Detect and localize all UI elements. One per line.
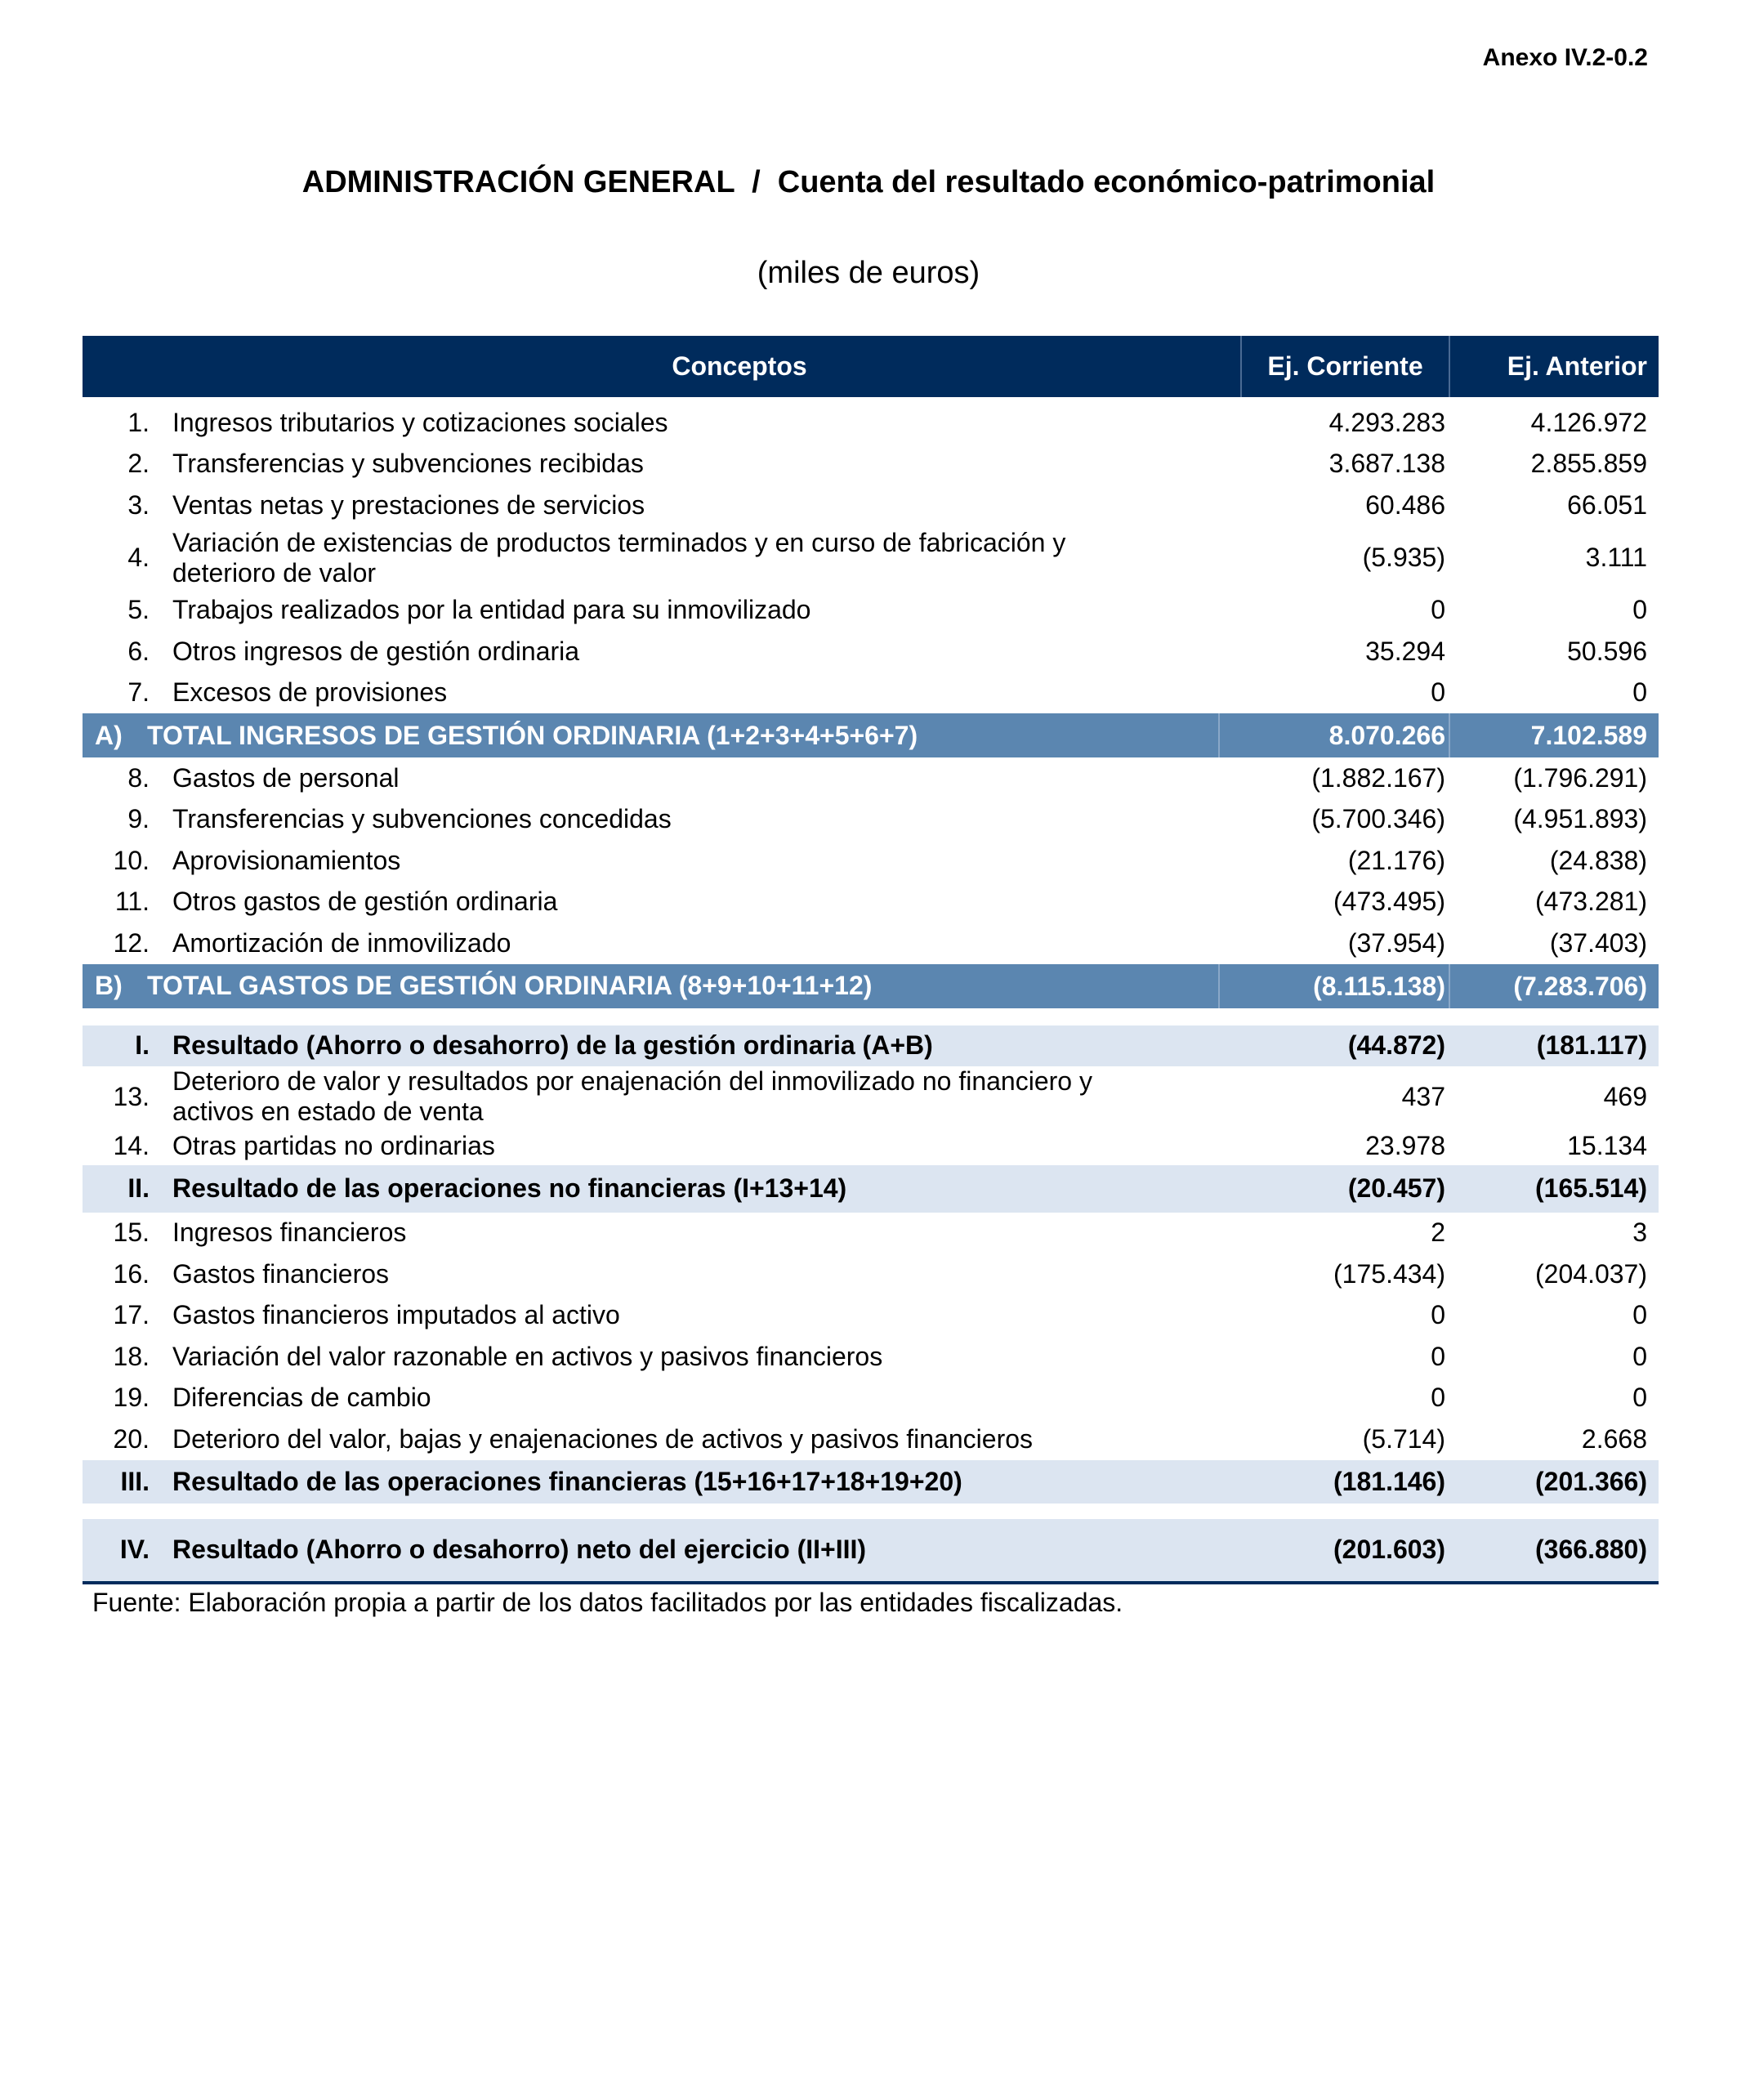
row-previous: 3 bbox=[1632, 1218, 1647, 1248]
row-number: 1. bbox=[127, 407, 150, 437]
row-current: (181.146) bbox=[1333, 1466, 1445, 1496]
row-current: (201.603) bbox=[1333, 1535, 1445, 1564]
row-current: 0 bbox=[1431, 1383, 1445, 1413]
spacer bbox=[83, 1504, 1659, 1519]
total-previous: 7.102.589 bbox=[1449, 713, 1659, 757]
row-concept: Resultado de las operaciones no financieras (I+13+14) bbox=[172, 1173, 847, 1203]
total-letter: A) bbox=[95, 720, 123, 750]
total-row-expenses bbox=[83, 964, 1659, 1008]
row-number: 20. bbox=[113, 1423, 150, 1454]
row-number: 18. bbox=[113, 1341, 150, 1371]
row-number: 8. bbox=[127, 762, 150, 793]
total-current: (8.115.138) bbox=[1218, 964, 1449, 1008]
row-concept: Gastos financieros bbox=[172, 1258, 390, 1289]
spacer bbox=[83, 1008, 1659, 1025]
row-number: III. bbox=[120, 1466, 150, 1496]
page-subtitle: (miles de euros) bbox=[757, 256, 980, 290]
row-previous: 3.111 bbox=[1585, 543, 1647, 572]
table-row bbox=[83, 1213, 1659, 1254]
row-current: 23.978 bbox=[1365, 1131, 1445, 1160]
row-concept: Diferencias de cambio bbox=[172, 1383, 431, 1413]
total-current: 8.070.266 bbox=[1218, 713, 1449, 757]
row-concept: Otras partidas no ordinarias bbox=[172, 1131, 495, 1160]
row-current: 60.486 bbox=[1365, 489, 1445, 520]
row-current: 0 bbox=[1431, 677, 1445, 708]
row-number: 9. bbox=[127, 804, 150, 834]
table-row bbox=[83, 882, 1659, 923]
final-result-row bbox=[83, 1519, 1659, 1584]
row-number: II. bbox=[127, 1173, 150, 1203]
table-row bbox=[83, 1128, 1659, 1165]
row-previous: 0 bbox=[1632, 677, 1647, 708]
table-row bbox=[83, 485, 1659, 526]
row-concept-line: deterioro de valor bbox=[172, 557, 377, 588]
row-current: (473.495) bbox=[1333, 887, 1445, 917]
row-number: 19. bbox=[113, 1383, 150, 1413]
row-current: 3.687.138 bbox=[1328, 449, 1445, 479]
row-number: 16. bbox=[113, 1258, 150, 1289]
row-previous: (181.117) bbox=[1536, 1030, 1647, 1060]
row-current: 4.293.283 bbox=[1328, 407, 1445, 437]
row-current: 437 bbox=[1401, 1081, 1445, 1111]
row-number: 3. bbox=[127, 489, 150, 520]
row-number: 17. bbox=[113, 1300, 150, 1330]
table-row bbox=[83, 1066, 1659, 1128]
total-row-income bbox=[83, 713, 1659, 757]
row-current: (37.954) bbox=[1347, 927, 1445, 958]
row-number: 15. bbox=[113, 1218, 150, 1248]
row-concept-line: Deterioro de valor y resultados por enajenación del inmovilizado no financiero y bbox=[172, 1066, 1092, 1096]
header-previous: Ej. Anterior bbox=[1449, 336, 1659, 397]
row-number: 14. bbox=[113, 1131, 150, 1160]
row-concept: Variación del valor razonable en activos y pasivos financieros bbox=[172, 1341, 883, 1371]
row-number: 6. bbox=[127, 636, 150, 666]
row-previous: (366.880) bbox=[1535, 1535, 1647, 1564]
row-number: 10. bbox=[113, 845, 150, 875]
row-previous: 0 bbox=[1632, 1300, 1647, 1330]
row-current: 0 bbox=[1431, 1341, 1445, 1371]
table-row bbox=[83, 799, 1659, 841]
row-concept bbox=[150, 528, 1218, 588]
row-current: 2 bbox=[1431, 1218, 1445, 1248]
row-previous: 66.051 bbox=[1567, 489, 1647, 520]
table-row bbox=[83, 1253, 1659, 1295]
row-concept: Otros ingresos de gestión ordinaria bbox=[172, 636, 580, 666]
row-concept: Aprovisionamientos bbox=[172, 845, 401, 875]
table-row bbox=[83, 1419, 1659, 1460]
table-row bbox=[83, 923, 1659, 964]
result-row bbox=[83, 1460, 1659, 1504]
row-previous: (165.514) bbox=[1535, 1173, 1647, 1203]
page-title: ADMINISTRACIÓN GENERAL / Cuenta del resultado económico-patrimonial bbox=[301, 165, 1436, 199]
row-concept-line: Variación de existencias de productos terminados y en curso de fabricación y bbox=[172, 527, 1066, 557]
row-previous: 4.126.972 bbox=[1530, 407, 1647, 437]
table-row bbox=[83, 1295, 1659, 1337]
row-concept: Gastos financieros imputados al activo bbox=[172, 1300, 620, 1330]
row-concept: Ventas netas y prestaciones de servicios bbox=[172, 489, 645, 520]
row-number: 7. bbox=[127, 677, 150, 708]
row-current: (20.457) bbox=[1347, 1173, 1445, 1203]
row-previous: 15.134 bbox=[1567, 1131, 1647, 1160]
row-current: (5.935) bbox=[1362, 543, 1445, 572]
row-previous: (37.403) bbox=[1549, 927, 1647, 958]
row-concept-line: activos en estado de venta bbox=[172, 1097, 484, 1126]
row-current: 0 bbox=[1431, 1300, 1445, 1330]
total-label bbox=[83, 720, 1218, 752]
row-concept: Transferencias y subvenciones concedidas bbox=[172, 804, 672, 834]
table-row bbox=[83, 444, 1659, 485]
total-label bbox=[83, 970, 1218, 1002]
row-number: 2. bbox=[127, 449, 150, 479]
row-previous: 0 bbox=[1632, 1383, 1647, 1413]
row-previous: (473.281) bbox=[1535, 887, 1647, 917]
row-concept: Excesos de provisiones bbox=[172, 677, 448, 708]
total-previous: (7.283.706) bbox=[1449, 964, 1659, 1008]
source-note: Fuente: Elaboración propia a partir de los datos facilitados por las entidades fiscalizadas. bbox=[92, 1587, 1123, 1617]
row-previous: (201.366) bbox=[1535, 1466, 1647, 1496]
row-concept: Ingresos financieros bbox=[172, 1218, 407, 1248]
row-concept: Resultado (Ahorro o desahorro) neto del ejercicio (II+III) bbox=[172, 1535, 867, 1564]
row-previous: 0 bbox=[1632, 595, 1647, 625]
result-row bbox=[83, 1165, 1659, 1213]
row-number: 4. bbox=[127, 543, 150, 572]
row-previous: 469 bbox=[1603, 1081, 1647, 1111]
header-current: Ej. Corriente bbox=[1240, 336, 1449, 397]
table-row bbox=[83, 631, 1659, 672]
row-concept: Deterioro del valor, bajas y enajenaciones de activos y pasivos financieros bbox=[172, 1423, 1034, 1454]
row-concept: Amortización de inmovilizado bbox=[172, 927, 511, 958]
row-number: 13. bbox=[113, 1081, 150, 1111]
table-row bbox=[83, 672, 1659, 714]
table-row bbox=[83, 757, 1659, 799]
row-concept: Resultado (Ahorro o desahorro) de la gestión ordinaria (A+B) bbox=[172, 1030, 933, 1060]
row-previous: (1.796.291) bbox=[1513, 762, 1647, 793]
row-number: IV. bbox=[119, 1535, 150, 1564]
row-previous: 50.596 bbox=[1567, 636, 1647, 666]
row-current: (5.714) bbox=[1362, 1423, 1445, 1454]
row-current: (44.872) bbox=[1347, 1030, 1445, 1060]
table-row bbox=[83, 1336, 1659, 1378]
total-text: TOTAL GASTOS DE GESTIÓN ORDINARIA (8+9+10+11+12) bbox=[147, 971, 873, 1000]
row-previous: 0 bbox=[1632, 1341, 1647, 1371]
row-concept: Ingresos tributarios y cotizaciones sociales bbox=[172, 407, 668, 437]
row-current: (1.882.167) bbox=[1311, 762, 1445, 793]
row-current: (5.700.346) bbox=[1311, 804, 1445, 834]
table-row bbox=[83, 840, 1659, 882]
row-previous: (4.951.893) bbox=[1513, 804, 1647, 834]
row-concept: Gastos de personal bbox=[172, 762, 400, 793]
row-concept: Transferencias y subvenciones recibidas bbox=[172, 449, 644, 479]
row-previous: (24.838) bbox=[1549, 845, 1647, 875]
table-row bbox=[83, 590, 1659, 632]
row-number: 11. bbox=[114, 887, 150, 917]
table-row bbox=[83, 526, 1659, 590]
annex-label: Anexo IV.2-0.2 bbox=[1482, 44, 1648, 71]
row-concept: Otros gastos de gestión ordinaria bbox=[172, 887, 558, 917]
row-current: 0 bbox=[1431, 595, 1445, 625]
table-row bbox=[83, 1378, 1659, 1419]
row-current: 35.294 bbox=[1365, 636, 1445, 666]
header-concepts: Conceptos bbox=[672, 351, 807, 381]
result-row bbox=[83, 1025, 1659, 1066]
row-number: I. bbox=[135, 1030, 150, 1060]
row-concept bbox=[150, 1066, 1218, 1127]
results-table bbox=[83, 336, 1659, 1619]
row-current: (175.434) bbox=[1333, 1258, 1445, 1289]
table-row bbox=[83, 402, 1659, 444]
row-number: 12. bbox=[113, 927, 150, 958]
total-letter: B) bbox=[95, 971, 123, 1000]
row-previous: (204.037) bbox=[1535, 1258, 1647, 1289]
row-previous: 2.668 bbox=[1581, 1423, 1647, 1454]
row-previous: 2.855.859 bbox=[1530, 449, 1647, 479]
total-text: TOTAL INGRESOS DE GESTIÓN ORDINARIA (1+2+3+4+5+6+7) bbox=[147, 720, 918, 750]
row-concept: Trabajos realizados por la entidad para su inmovilizado bbox=[172, 595, 811, 625]
row-number: 5. bbox=[127, 595, 150, 625]
table-header bbox=[83, 336, 1659, 397]
row-concept: Resultado de las operaciones financieras (15+16+17+18+19+20) bbox=[172, 1466, 962, 1496]
row-current: (21.176) bbox=[1347, 845, 1445, 875]
